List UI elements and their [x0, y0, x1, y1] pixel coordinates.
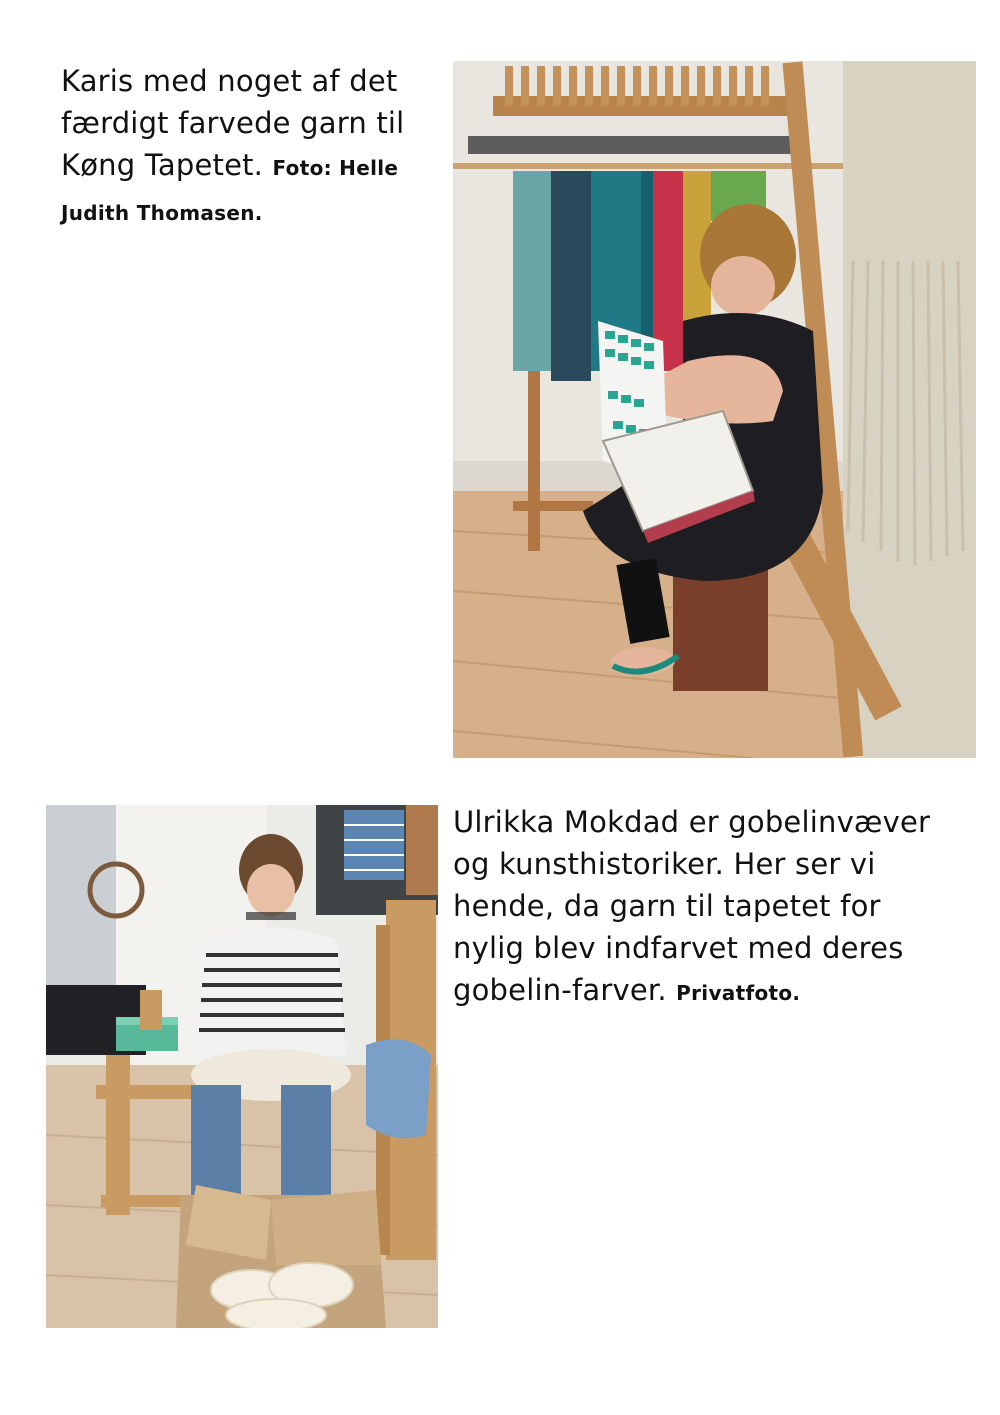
caption-top	[61, 60, 446, 234]
caption-bottom	[453, 801, 953, 1014]
caption-bottom-text: Ulrikka Mokdad er gobelinvæver og kunsthistoriker. Her ser vi hende, da garn til tapetet for nylig blev indfarvet med deres gobelin-farver.	[453, 805, 931, 1007]
caption-top-text: Karis med noget af det færdigt farvede garn til Køng Tapetet.	[61, 64, 405, 182]
photo-top-drawing	[453, 61, 976, 758]
photo-bottom-drawing	[46, 805, 438, 1328]
photo-woman-with-yarn-and-box	[46, 805, 438, 1328]
caption-bottom-credit: Privatfoto.	[676, 981, 801, 1005]
photo-woman-with-yarn-and-color-book	[453, 61, 976, 758]
caption-top-credit: Foto: Helle Judith Thomasen.	[61, 156, 399, 225]
